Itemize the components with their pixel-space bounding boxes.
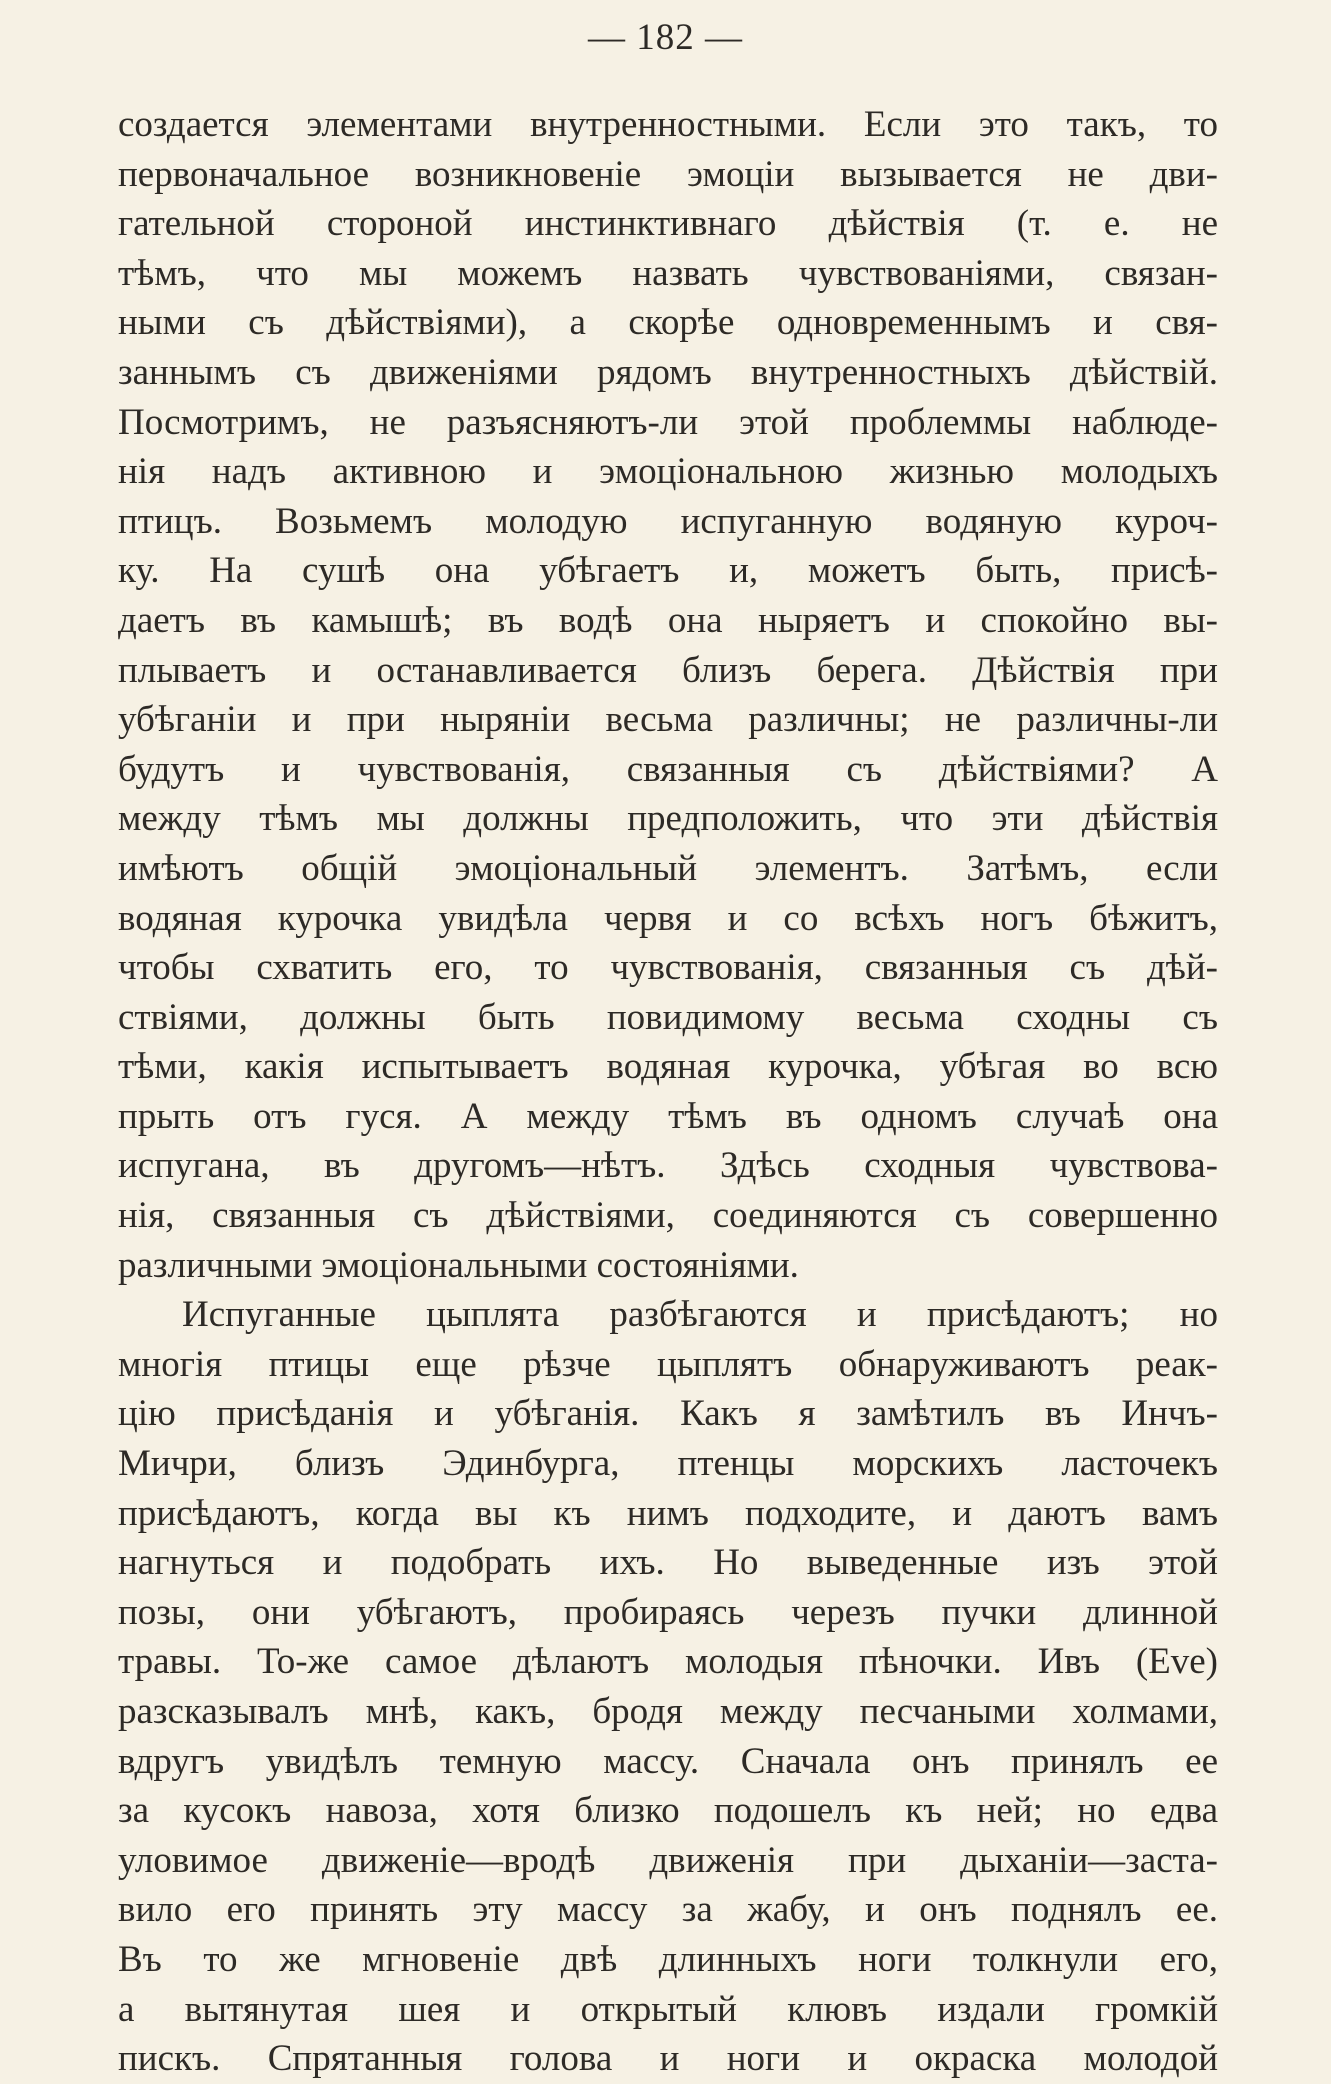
text-line: ствіями, должны быть повидимому весьма сходны съ bbox=[118, 996, 1218, 1038]
text-line: чтобы схватить его, то чувствованія, связанныя съ дѣй- bbox=[118, 947, 1218, 989]
text-line: за кусокъ навоза, хотя близко подошелъ къ ней; но едва bbox=[118, 1790, 1218, 1832]
text-line: Въ то же мгновеніе двѣ длинныхъ ноги толкнули его, bbox=[118, 1938, 1218, 1980]
text-line: вило его принять эту массу за жабу, и онъ поднялъ ее. bbox=[118, 1889, 1218, 1931]
text-line: первоначальное возникновеніе эмоціи вызывается не дви- bbox=[118, 153, 1218, 195]
text-line: разсказывалъ мнѣ, какъ, бродя между песчаными холмами, bbox=[118, 1691, 1218, 1732]
text-line: нагнуться и подобрать ихъ. Но выведенные изъ этой bbox=[118, 1542, 1218, 1584]
text-line: убѣганіи и при ныряніи весьма различны; не различны-ли bbox=[118, 699, 1218, 741]
text-line: тѣмъ, что мы можемъ назвать чувствованіями, связан- bbox=[118, 252, 1218, 294]
paragraph-start-line: Испуганные цыплята разбѣгаются и присѣдаютъ; но bbox=[182, 1294, 1218, 1336]
text-line: заннымъ съ движеніями рядомъ внутренностныхъ дѣйствій. bbox=[118, 351, 1218, 393]
text-line: ными съ дѣйствіями), а скорѣе одновременнымъ и свя- bbox=[118, 302, 1218, 344]
text-line: вдругъ увидѣлъ темную массу. Сначала онъ принялъ ее bbox=[118, 1740, 1218, 1782]
text-line: Мичри, близъ Эдинбурга, птенцы морскихъ ласточекъ bbox=[118, 1443, 1218, 1485]
text-line: будутъ и чувствованія, связанныя съ дѣйствіями? А bbox=[118, 748, 1218, 790]
text-line: присѣдаютъ, когда вы къ нимъ подходите, и даютъ вамъ bbox=[118, 1492, 1218, 1534]
text-line: позы, они убѣгаютъ, пробираясь черезъ пучки длинной bbox=[118, 1591, 1218, 1633]
text-line: тѣми, какія испытываетъ водяная курочка, убѣгая во всю bbox=[118, 1046, 1218, 1088]
page-number: — 182 — bbox=[588, 17, 743, 58]
text-line: а вытянутая шея и открытый клювъ издали громкій bbox=[118, 1988, 1218, 2030]
text-line: даетъ въ камышѣ; въ водѣ она ныряетъ и спокойно вы- bbox=[118, 599, 1218, 641]
text-line: цію присѣданія и убѣганія. Какъ я замѣтилъ въ Инчъ- bbox=[118, 1393, 1218, 1435]
text-line: уловимое движеніе—вродѣ движенія при дыханіи—заста- bbox=[118, 1839, 1218, 1881]
text-line: травы. То-же самое дѣлаютъ молодыя пѣночки. Ивъ (Eve) bbox=[118, 1641, 1218, 1683]
text-line: нія надъ активною и эмоціональною жизнью молодыхъ bbox=[118, 451, 1218, 493]
text-line: плываетъ и останавливается близъ берега. Дѣйствія при bbox=[118, 649, 1218, 691]
text-line: птицъ. Возьмемъ молодую испуганную водяную куроч- bbox=[118, 500, 1218, 542]
text-line: имѣютъ общій эмоціональный элементъ. Затѣмъ, если bbox=[118, 847, 1218, 889]
text-line: испугана, въ другомъ—нѣтъ. Здѣсь сходныя чувствова- bbox=[118, 1145, 1218, 1187]
text-line: гательной стороной инстинктивнаго дѣйствія (т. е. не bbox=[118, 203, 1218, 245]
text-line: нія, связанныя съ дѣйствіями, соединяются съ совершенно bbox=[118, 1195, 1218, 1237]
text-line: создается элементами внутренностными. Если это такъ, то bbox=[118, 104, 1218, 145]
text-line: ку. На сушѣ она убѣгаетъ и, можетъ быть, присѣ- bbox=[118, 550, 1218, 592]
text-line: Посмотримъ, не разъясняютъ-ли этой проблеммы наблюде- bbox=[118, 401, 1218, 443]
text-line: между тѣмъ мы должны предположить, что эти дѣйствія bbox=[118, 798, 1218, 840]
body-text bbox=[118, 100, 1218, 2084]
text-line: прыть отъ гуся. А между тѣмъ въ одномъ случаѣ она bbox=[118, 1095, 1218, 1137]
paragraph-end-line: различными эмоціональными состояніями. bbox=[118, 1244, 799, 1286]
text-line: пискъ. Спрятанныя голова и ноги и окраска молодой bbox=[118, 2038, 1218, 2080]
text-line: водяная курочка увидѣла червя и со всѣхъ ногъ бѣжитъ, bbox=[118, 897, 1218, 939]
text-line: многія птицы еще рѣзче цыплятъ обнаруживаютъ реак- bbox=[118, 1343, 1218, 1385]
